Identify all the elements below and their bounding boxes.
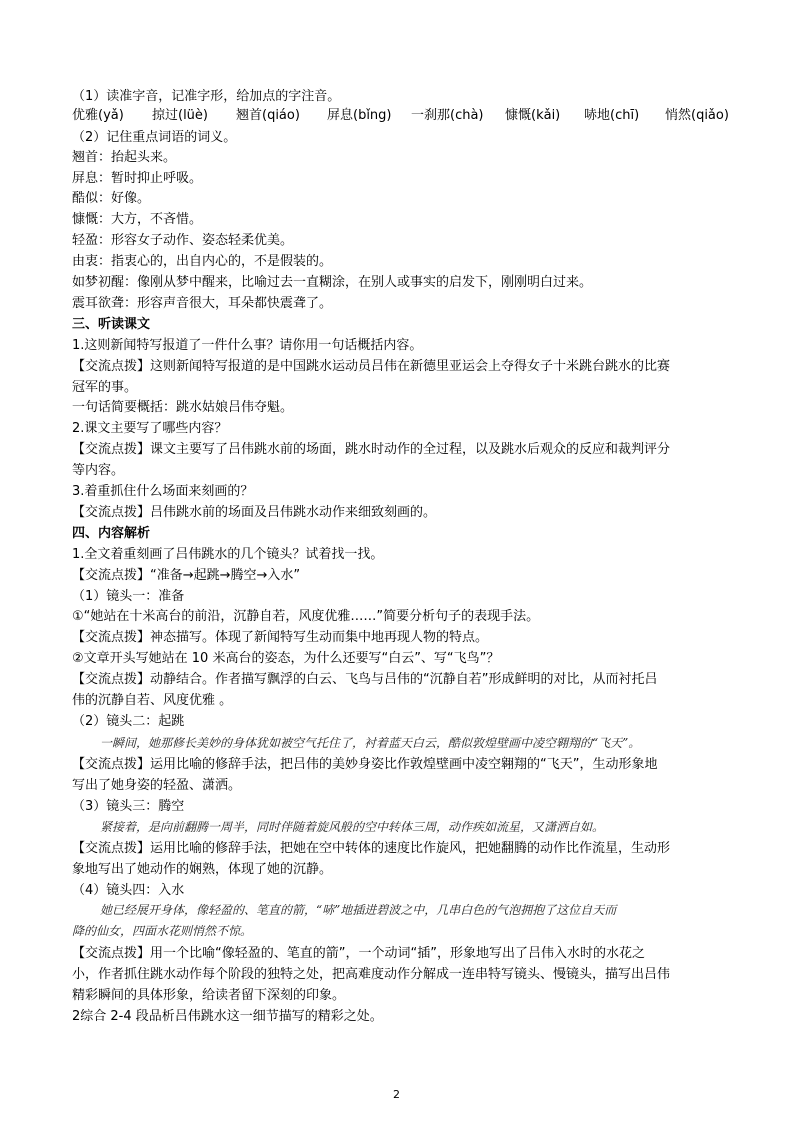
question-line: 3.着重抓住什么场面来刻画的？ <box>72 484 254 499</box>
subheading-line: （2）镜头二：起跳 <box>72 714 185 729</box>
text-line: 屏息：暂时抑止呼吸。 <box>72 171 203 186</box>
quoted-passage: 紧接着，是向前翻腾一周半，同时伴随着旋风般的空中转体三周，动作疾如流星，又潇洒自如。 <box>100 820 605 834</box>
quoted-passage: 她已经展开身体，像轻盈的、笔直的箭，“哧”地插进碧波之中，几串白色的气泡拥抱了这位自天而 <box>100 903 617 917</box>
answer-line: 小，作者抓住跳水动作每个阶段的独特之处，把高难度动作分解成一连串特写镜头、慢镜头，描写出吕伟 <box>72 967 671 982</box>
vocab-item: 优雅(yǎ) <box>72 108 124 123</box>
subheading-line: （4）镜头四：入水 <box>72 883 185 898</box>
vocab-item: 慷慨(kǎi) <box>505 108 561 123</box>
quoted-passage: 降的仙女，四面水花则悄然不惊。 <box>72 924 253 938</box>
question-line: 2综合 2-4 段品析吕伟跳水这一细节描写的精彩之处。 <box>72 1009 383 1024</box>
text-line: 慷慨：大方，不吝惜。 <box>72 212 203 227</box>
text-line: 由衷：指衷心的，出自内心的，不是假装的。 <box>72 254 333 269</box>
vocab-item: 翘首(qiáo) <box>236 108 300 123</box>
question-line: ①“她站在十米高台的前沿，沉静自若，风度优雅……”简要分析句子的表现手法。 <box>72 609 540 624</box>
text-line: 轻盈：形容女子动作、姿态轻柔优美。 <box>72 233 294 248</box>
quoted-passage: 一瞬间，她那修长美妙的身体犹如被空气托住了，衬着蓝天白云，酷似敦煌壁画中凌空翱翔的“飞天”。 <box>100 736 641 750</box>
question-line: ②文章开头写她站在 10 米高台的姿态，为什么还要写“白云”、写“飞鸟”？ <box>72 651 500 666</box>
text-line: （2）记住重点词语的词义。 <box>72 130 237 145</box>
vocab-item: 掠过(lüè) <box>152 108 208 123</box>
answer-line: 【交流点拨】运用比喻的修辞手法，把她在空中转体的速度比作旋风，把她翻腾的动作比作流星，生动形 <box>72 841 671 856</box>
answer-line: 象地写出了她动作的娴熟，体现了她的沉静。 <box>72 862 333 877</box>
section-heading: 三、听读课文 <box>72 317 151 332</box>
answer-line: 等内容。 <box>72 463 125 478</box>
answer-line: 【交流点拨】“准备→起跳→腾空→入水” <box>72 568 301 583</box>
answer-line: 冠军的事。 <box>72 380 138 395</box>
vocab-title: （1）读准字音，记准字形，给加点的字注音。 <box>72 89 341 104</box>
answer-line: 精彩瞬间的具体形象，给读者留下深刻的印象。 <box>72 988 346 1003</box>
text-line: 震耳欲聋：形容声音很大，耳朵都快震聋了。 <box>72 296 333 311</box>
text-line: 如梦初醒：像刚从梦中醒来，比喻过去一直糊涂，在别人或事实的启发下，刚刚明白过来。 <box>72 275 593 290</box>
vocab-item: 哧地(chī) <box>584 108 640 123</box>
answer-line: 伟的沉静自若、风度优雅 。 <box>72 693 233 708</box>
question-line: 1.全文着重刻画了吕伟跳水的几个镜头？试着找一找。 <box>72 547 384 562</box>
text-line: 一句话简要概括：跳水姑娘吕伟夺魁。 <box>72 400 294 415</box>
question-line: 1.这则新闻特写报道了一件什么事？请你用一句话概括内容。 <box>72 338 423 353</box>
subheading-line: （3）镜头三：腾空 <box>72 799 185 814</box>
vocab-row <box>72 106 732 125</box>
answer-line: 【交流点拨】用一个比喻“像轻盈的、笔直的箭”，一个动词“插”，形象地写出了吕伟入水时的水花之 <box>72 946 645 961</box>
answer-line: 【交流点拨】运用比喻的修辞手法，把吕伟的美妙身姿比作敦煌壁画中凌空翱翔的“飞天”，生动形象地 <box>72 757 658 772</box>
subheading-line: （1）镜头一：准备 <box>72 589 185 604</box>
answer-line: 【交流点拨】这则新闻特写报道的是中国跳水运动员吕伟在新德里亚运会上夺得女子十米跳台跳水的比赛 <box>72 359 671 374</box>
answer-line: 写出了她身姿的轻盈、潇洒。 <box>72 778 242 793</box>
vocab-item: 悄然(qiǎo) <box>665 108 729 123</box>
vocab-item: 屏息(bǐng) <box>327 108 392 123</box>
answer-line: 【交流点拨】动静结合。作者描写飘浮的白云、飞鸟与吕伟的“沉静自若”形成鲜明的对比，从而衬托吕 <box>72 672 658 687</box>
vocab-item: 一刹那(chà) <box>411 108 484 123</box>
page-number: 2 <box>393 1088 400 1101</box>
answer-line: 【交流点拨】课文主要写了吕伟跳水前的场面，跳水时动作的全过程，以及跳水后观众的反应和裁判评分 <box>72 442 671 457</box>
text-line: 酷似：好像。 <box>72 191 151 206</box>
question-line: 2.课文主要写了哪些内容？ <box>72 421 228 436</box>
text-line: 翘首：抬起头来。 <box>72 150 177 165</box>
answer-line: 【交流点拨】神态描写。体现了新闻特写生动而集中地再现人物的特点。 <box>72 630 489 645</box>
section-heading: 四、内容解析 <box>72 526 151 541</box>
answer-line: 【交流点拨】吕伟跳水前的场面及吕伟跳水动作来细致刻画的。 <box>72 505 437 520</box>
